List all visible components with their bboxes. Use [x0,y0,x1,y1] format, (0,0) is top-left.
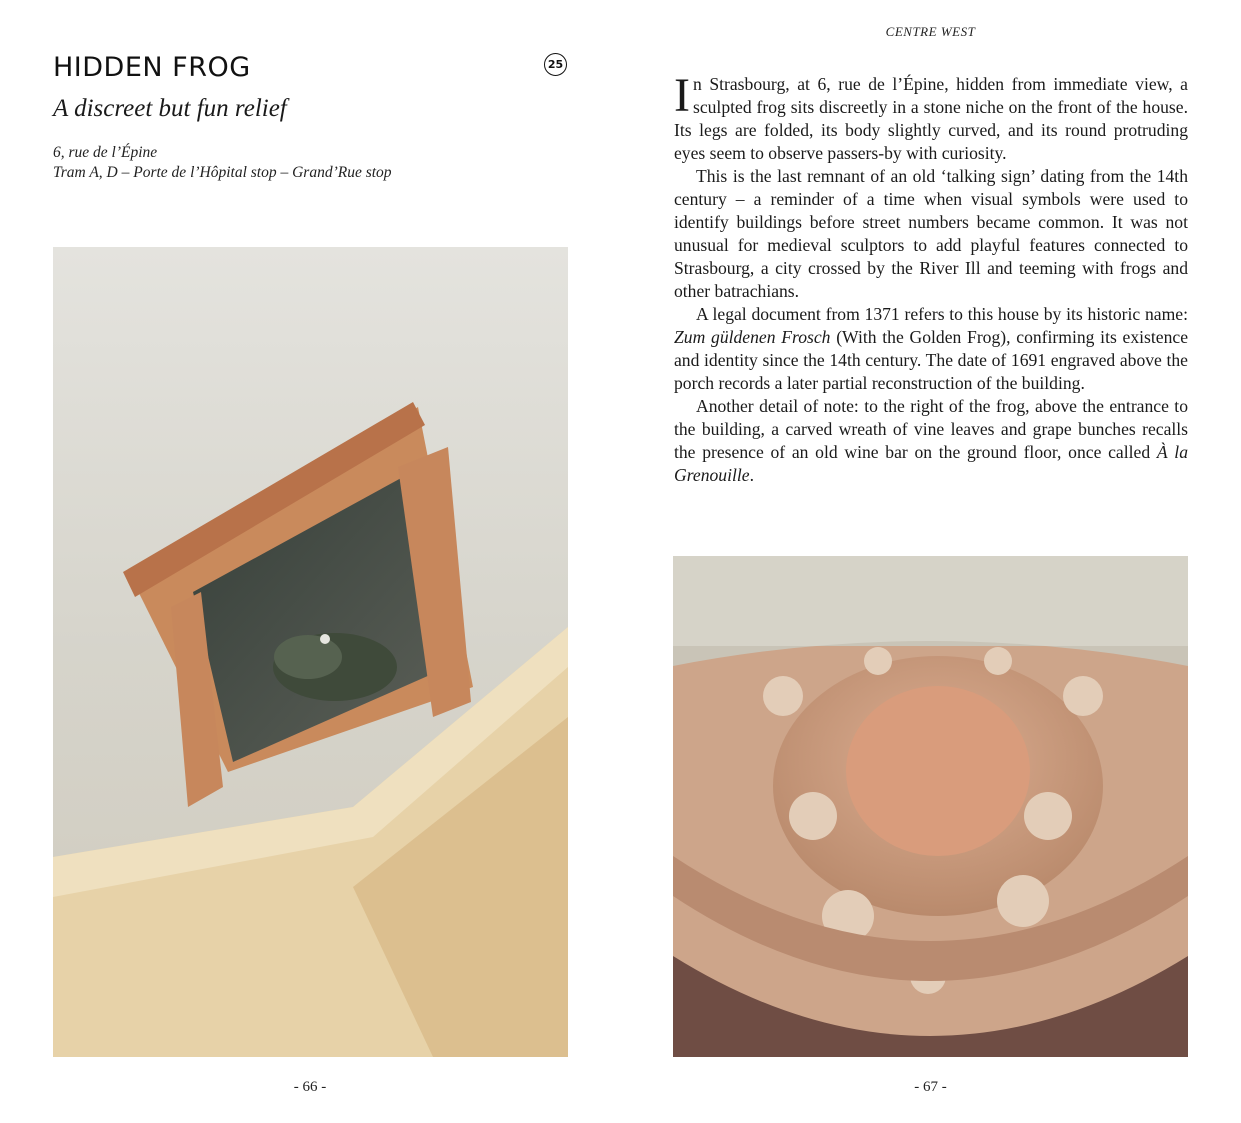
page-subtitle: A discreet but fun relief [53,95,287,122]
paragraph-1: In Strasbourg, at 6, rue de l’Épine, hidden from immediate view, a sculpted frog sits discreetly in a stone niche on the front of the house. Its legs are folded, its body slightly curved, and its round protruding eyes seem to observe passers-by with curiosity. [674,69,1188,163]
page-number-left: - 66 - [293,1079,327,1095]
vine-wreath-photo [673,556,1188,1057]
frog-niche-illustration [53,247,568,1057]
wine-bar-name: À la Grenouille [674,442,1188,485]
paragraph-2: This is the last remnant of an old ‘talking sign’ dating from the 14th century – a reminder of a time when visual symbols were used to identify buildings before street numbers became common. It was not unusual for medieval sculptors to add playful features connected to Strasbourg, a city crossed by the River Ill and teeming with frogs and other batrachians. [674,166,1188,301]
entry-number-badge: 25 [544,53,567,76]
paragraph-4: Another detail of note: to the right of the frog, above the entrance to the building, a carved wreath of vine leaves and grape bunches recalls the presence of an old wine bar on the ground floor, once called À la Grenouille. [674,396,1188,485]
frog-niche-photo [53,247,568,1057]
drop-cap: I [674,69,690,122]
vine-wreath-illustration [673,556,1188,1057]
left-page [0,0,620,1123]
running-head: CENTRE WEST [885,24,976,39]
article-body [674,69,1189,487]
wreath-center [846,686,1030,856]
page-title: HIDDEN FROG [53,52,251,83]
right-page [620,0,1241,1123]
address-line: 6, rue de l’Épine [53,144,158,161]
page-number-right: - 67 - [914,1079,947,1095]
transport-line: Tram A, D – Porte de l’Hôpital stop – Grand’Rue stop [53,164,392,181]
historic-name: Zum güldenen Frosch [674,327,831,347]
upper-wall [673,556,1188,646]
paragraph-3: A legal document from 1371 refers to this house by its historic name: Zum güldenen Frosch (With the Golden Frog), confirming its existence and identity since the 14th century. The date of 1691 engraved above the porch records a later partial reconstruction of the building. [674,304,1189,393]
